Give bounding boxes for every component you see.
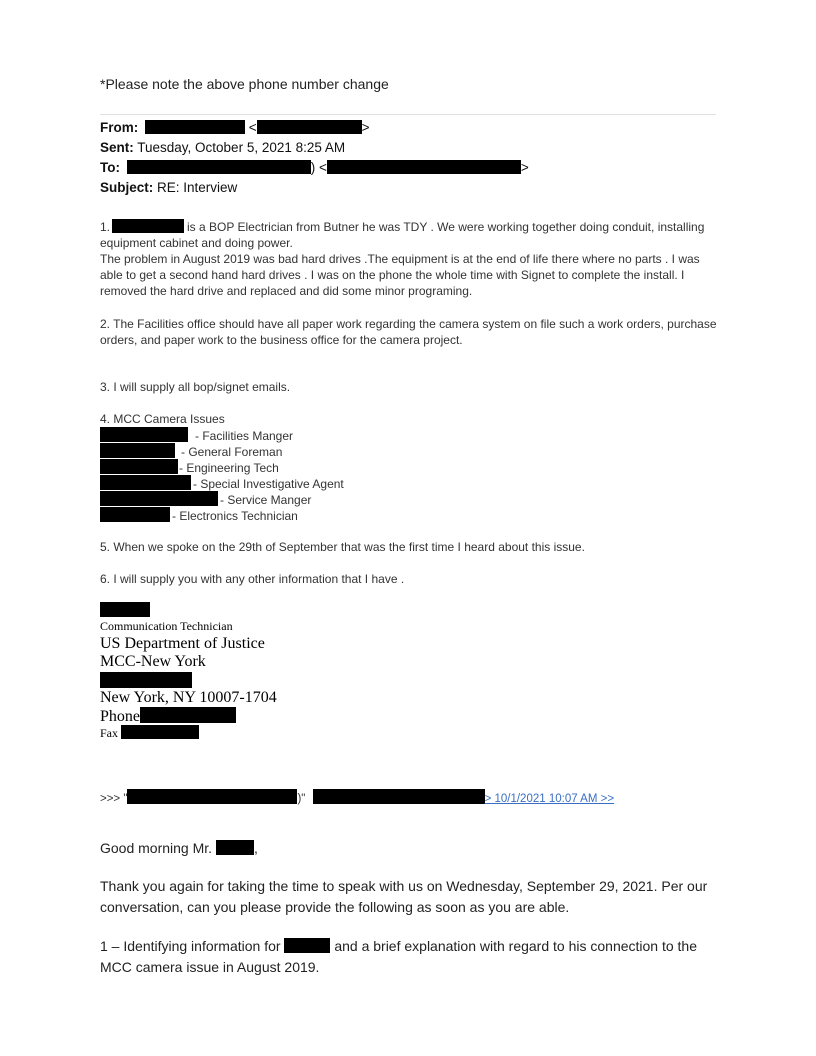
redaction-block <box>100 491 218 506</box>
from-label: From: <box>100 120 139 135</box>
greeting: Good morning Mr. , <box>100 840 258 856</box>
sent-row <box>100 140 345 155</box>
reply-paragraph-3: 3. I will supply all bop/signet emails. <box>100 380 291 394</box>
redaction-block <box>127 160 311 174</box>
sent-label: Sent: <box>100 140 134 155</box>
redaction-block <box>284 938 330 953</box>
redaction-block <box>257 120 362 134</box>
list-item: - Engineering Tech <box>100 459 279 476</box>
subject-value: RE: Interview <box>157 180 238 195</box>
redaction-block <box>100 672 192 688</box>
redaction-block <box>100 427 188 442</box>
to-label: To: <box>100 160 120 175</box>
list-item: - General Foreman <box>100 443 282 460</box>
to-row: To: ) < > <box>100 160 529 175</box>
redaction-block <box>121 725 199 739</box>
redaction-block <box>100 443 175 458</box>
redaction-block <box>145 120 245 134</box>
signature-fax: Fax <box>100 725 199 741</box>
redaction-block <box>127 789 297 804</box>
reply-paragraph-5: 5. When we spoke on the 29th of September that was the first time I heard about this issue. <box>100 540 585 554</box>
redaction-block <box>100 459 178 474</box>
signature-unit: MCC-New York <box>100 653 206 670</box>
signature-phone: Phone <box>100 707 236 726</box>
list-item: - Special Investigative Agent <box>100 475 344 492</box>
signature-name <box>100 602 150 620</box>
divider <box>100 114 716 115</box>
signature-org: US Department of Justice <box>100 635 265 652</box>
quoted-date-link[interactable]: > 10/1/2021 10:07 AM >> <box>484 793 615 805</box>
redaction-block <box>100 475 191 490</box>
signature-city: New York, NY 10007-1704 <box>100 689 277 706</box>
subject-row <box>100 180 237 195</box>
reply-paragraph-1: 1. is a BOP Electrician from Butner he was TDY . We were working together doing conduit, installing equipment cabinet and doing power. The problem in August 2019 was bad hard drives .The equipment is at the end of life there where no parts . I was able to get a second hand hard drives . I was on the phone the whole time with Signet to complete the install. I removed the hard drive and replaced and did some minor programing. <box>100 220 705 298</box>
subject-label: Subject: <box>100 180 154 195</box>
sent-value: Tuesday, October 5, 2021 8:25 AM <box>137 140 346 155</box>
list-item: - Electronics Technician <box>100 507 298 524</box>
list-item: - Service Manger <box>100 491 311 508</box>
reply-paragraph-6: 6. I will supply you with any other information that I have . <box>100 572 405 586</box>
list-item: - Facilities Manger <box>100 427 293 444</box>
redaction-block <box>313 789 485 804</box>
redaction-block <box>140 707 236 723</box>
redaction-block <box>100 602 150 617</box>
camera-issues-title: 4. MCC Camera Issues <box>100 412 225 426</box>
phone-change-notice: *Please note the above phone number change <box>100 76 389 92</box>
signature-title: Communication Technician <box>100 619 233 633</box>
quoted-header: >>> " )" > 10/1/2021 10:07 AM >> <box>100 789 614 807</box>
redaction-block <box>327 160 521 174</box>
original-paragraph-1: Thank you again for taking the time to speak with us on Wednesday, September 29, 2021. Per our conversation, can you please provide the following as soon as you are able. <box>100 878 708 915</box>
redaction-block <box>112 219 184 233</box>
redaction-block <box>216 840 254 855</box>
original-item-1: 1 – Identifying information for and a brief explanation with regard to his connection to the MCC camera issue in August 2019. <box>100 938 698 975</box>
reply-paragraph-2: 2. The Facilities office should have all paper work regarding the camera system on file such a work orders, purchase orders, and paper work to the business office for the camera project. <box>100 317 717 347</box>
from-row: From: < > <box>100 120 370 135</box>
redaction-block <box>100 507 170 522</box>
